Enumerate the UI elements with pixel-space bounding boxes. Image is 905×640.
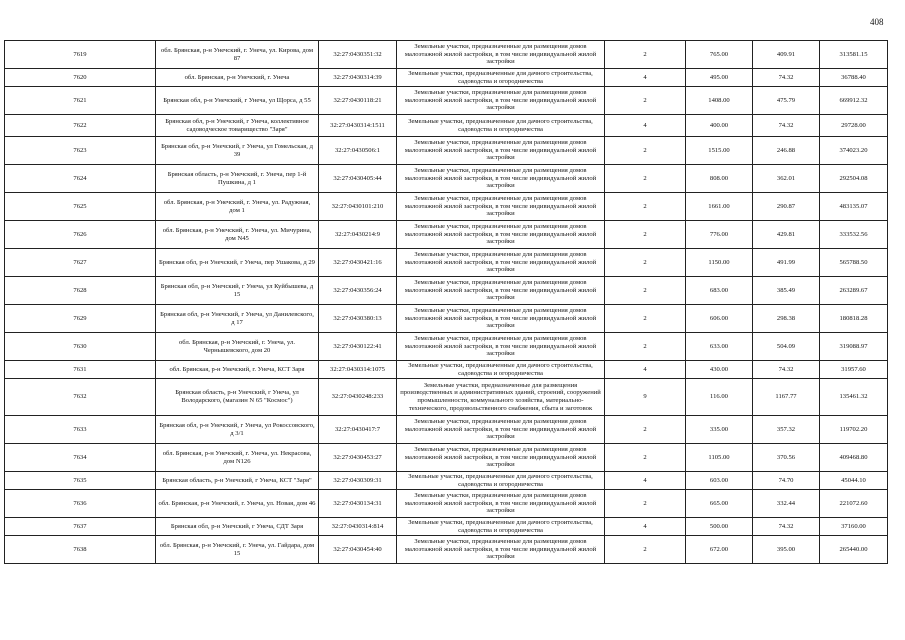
area-cell: 672.00 — [686, 536, 753, 564]
land-category-cell: Земельные участки, предназначенные для размещения домов малоэтажной жилой застройки, в том числе индивидуальной жилой застройки — [397, 277, 605, 305]
cadastral-number-cell: 32:27:0430314:39 — [319, 69, 397, 87]
row-number: 7632 — [5, 379, 156, 416]
land-category-cell: Земельные участки, предназначенные для размещения домов малоэтажной жилой застройки, в том числе индивидуальной жилой застройки — [397, 137, 605, 165]
table-row — [5, 305, 888, 333]
row-number: 7635 — [5, 472, 156, 490]
group-code-cell: 2 — [605, 41, 686, 69]
specific-value-cell: 74.32 — [753, 115, 820, 137]
cadastral-value-cell: 265440.00 — [820, 536, 888, 564]
row-number: 7638 — [5, 536, 156, 564]
cadastral-number-cell: 32:27:0430214:9 — [319, 221, 397, 249]
table-row — [5, 361, 888, 379]
cadastral-number-cell: 32:27:0430248:233 — [319, 379, 397, 416]
area-cell: 1408.00 — [686, 87, 753, 115]
row-number: 7633 — [5, 416, 156, 444]
row-number: 7626 — [5, 221, 156, 249]
address-cell: обл. Брянская, р-н Унечский, г. Унеча — [156, 69, 319, 87]
area-cell: 683.00 — [686, 277, 753, 305]
cadastral-number-cell: 32:27:0430356:24 — [319, 277, 397, 305]
address-cell: обл. Брянская, р-н Унечский, г. Унеча, ул. Новая, дом 46 — [156, 490, 319, 518]
group-code-cell: 4 — [605, 518, 686, 536]
land-category-cell: Земельные участки, предназначенные для размещения домов малоэтажной жилой застройки, в том числе индивидуальной жилой застройки — [397, 165, 605, 193]
specific-value-cell: 290.87 — [753, 193, 820, 221]
cadastral-number-cell: 32:27:0430380:13 — [319, 305, 397, 333]
group-code-cell: 2 — [605, 416, 686, 444]
address-cell: Брянская область, р-н Унечский, г Унеча, ул Володарского, (магазин N 65 "Космос") — [156, 379, 319, 416]
land-category-cell: Земельные участки, предназначенные для дачного строительства, садоводства и огородничества — [397, 472, 605, 490]
specific-value-cell: 74.32 — [753, 361, 820, 379]
area-cell: 1150.00 — [686, 249, 753, 277]
row-number: 7634 — [5, 444, 156, 472]
cadastral-number-cell: 32:27:0430405:44 — [319, 165, 397, 193]
area-cell: 495.00 — [686, 69, 753, 87]
row-number: 7620 — [5, 69, 156, 87]
cadastral-value-cell: 669912.32 — [820, 87, 888, 115]
table-row — [5, 536, 888, 564]
address-cell: Брянская обл, р-н Унечский, г Унеча, ул Гомельская, д 39 — [156, 137, 319, 165]
area-cell: 1105.00 — [686, 444, 753, 472]
cadastral-value-cell: 483135.07 — [820, 193, 888, 221]
cadastral-value-cell: 37160.00 — [820, 518, 888, 536]
land-category-cell: Земельные участки, предназначенные для дачного строительства, садоводства и огородничества — [397, 69, 605, 87]
address-cell: Брянская обл, р-н Унечский, г Унеча, коллективное садоводческое товарищество "Заря" — [156, 115, 319, 137]
table-row — [5, 41, 888, 69]
group-code-cell: 2 — [605, 249, 686, 277]
group-code-cell: 2 — [605, 490, 686, 518]
table-row — [5, 221, 888, 249]
group-code-cell: 2 — [605, 165, 686, 193]
land-category-cell: Земельные участки, предназначенные для размещения домов малоэтажной жилой застройки, в том числе индивидуальной жилой застройки — [397, 221, 605, 249]
row-number: 7625 — [5, 193, 156, 221]
group-code-cell: 4 — [605, 115, 686, 137]
land-category-cell: Земельные участки, предназначенные для размещения домов малоэтажной жилой застройки, в том числе индивидуальной жилой застройки — [397, 490, 605, 518]
cadastral-value-cell: 319088.97 — [820, 333, 888, 361]
table-row — [5, 69, 888, 87]
table-row — [5, 165, 888, 193]
table-row — [5, 193, 888, 221]
address-cell: Брянская область, р-н Унечский, г Унеча, КСТ "Заря" — [156, 472, 319, 490]
table-row — [5, 277, 888, 305]
area-cell: 400.00 — [686, 115, 753, 137]
specific-value-cell: 74.32 — [753, 518, 820, 536]
group-code-cell: 2 — [605, 87, 686, 115]
address-cell: Брянская обл, р-н Унечский, г Унеча, СДТ Заря — [156, 518, 319, 536]
land-category-cell: Земельные участки, предназначенные для размещения домов малоэтажной жилой застройки, в том числе индивидуальной жилой застройки — [397, 193, 605, 221]
specific-value-cell: 74.32 — [753, 69, 820, 87]
area-cell: 808.00 — [686, 165, 753, 193]
specific-value-cell: 409.91 — [753, 41, 820, 69]
area-cell: 606.00 — [686, 305, 753, 333]
cadastral-value-cell: 374023.20 — [820, 137, 888, 165]
cadastral-number-cell: 32:27:0430453:27 — [319, 444, 397, 472]
area-cell: 633.00 — [686, 333, 753, 361]
group-code-cell: 2 — [605, 536, 686, 564]
address-cell: обл. Брянская, р-н Унечский, г. Унеча, ул. Мичурина, дом N45 — [156, 221, 319, 249]
table-row — [5, 137, 888, 165]
land-category-cell: Земельные участки, предназначенные для размещения домов малоэтажной жилой застройки, в том числе индивидуальной жилой застройки — [397, 416, 605, 444]
cadastral-number-cell: 32:27:0430101:210 — [319, 193, 397, 221]
land-category-cell: Земельные участки, предназначенные для размещения домов малоэтажной жилой застройки, в том числе индивидуальной жилой застройки — [397, 87, 605, 115]
specific-value-cell: 385.49 — [753, 277, 820, 305]
area-cell: 116.00 — [686, 379, 753, 416]
address-cell: Брянская область, р-н Унечский, г. Унеча, пер 1-й Пушкина, д 1 — [156, 165, 319, 193]
cadastral-number-cell: 32:27:0430309:31 — [319, 472, 397, 490]
group-code-cell: 2 — [605, 333, 686, 361]
specific-value-cell: 298.38 — [753, 305, 820, 333]
row-number: 7624 — [5, 165, 156, 193]
address-cell: Брянская обл, р-н Унечский, г Унеча, ул Рокоссовского, д 3/1 — [156, 416, 319, 444]
land-category-cell: Земельные участки, предназначенные для размещения производственных и административных зданий, строений, сооружений промышленности, коммунального хозяйства, материально-технического, продовольственного снабжения, сбыта и заготовок — [397, 379, 605, 416]
area-cell: 500.00 — [686, 518, 753, 536]
group-code-cell: 9 — [605, 379, 686, 416]
table-row — [5, 379, 888, 416]
area-cell: 765.00 — [686, 41, 753, 69]
specific-value-cell: 370.56 — [753, 444, 820, 472]
cadastral-number-cell: 32:27:0430134:31 — [319, 490, 397, 518]
area-cell: 430.00 — [686, 361, 753, 379]
group-code-cell: 4 — [605, 361, 686, 379]
row-number: 7627 — [5, 249, 156, 277]
address-cell: обл. Брянская, р-н Унечский, г. Унеча, ул. Чернышевского, дом 20 — [156, 333, 319, 361]
row-number: 7622 — [5, 115, 156, 137]
table-row — [5, 87, 888, 115]
specific-value-cell: 74.70 — [753, 472, 820, 490]
page-number: 408 — [870, 17, 884, 27]
address-cell: обл. Брянская, р-н Унечский, г. Унеча, ул. Некрасова, дом N126 — [156, 444, 319, 472]
group-code-cell: 2 — [605, 137, 686, 165]
address-cell: обл. Брянская, р-н Унечский, г. Унеча, КСТ Заря — [156, 361, 319, 379]
row-number: 7631 — [5, 361, 156, 379]
specific-value-cell: 246.88 — [753, 137, 820, 165]
specific-value-cell: 332.44 — [753, 490, 820, 518]
cadastral-value-cell: 36788.40 — [820, 69, 888, 87]
table-row — [5, 416, 888, 444]
cadastral-number-cell: 32:27:0430417:7 — [319, 416, 397, 444]
specific-value-cell: 395.00 — [753, 536, 820, 564]
address-cell: Брянская обл, р-н Унечский, г Унеча, ул Данилевского, д 17 — [156, 305, 319, 333]
specific-value-cell: 504.09 — [753, 333, 820, 361]
land-category-cell: Земельные участки, предназначенные для размещения домов малоэтажной жилой застройки, в том числе индивидуальной жилой застройки — [397, 536, 605, 564]
land-category-cell: Земельные участки, предназначенные для размещения домов малоэтажной жилой застройки, в том числе индивидуальной жилой застройки — [397, 305, 605, 333]
cadastral-value-cell: 263289.67 — [820, 277, 888, 305]
group-code-cell: 2 — [605, 277, 686, 305]
table-row — [5, 472, 888, 490]
specific-value-cell: 357.32 — [753, 416, 820, 444]
cadastral-number-cell: 32:27:0430314:1511 — [319, 115, 397, 137]
address-cell: обл. Брянская, р-н Унечский, г. Унеча, ул. Гайдара, дом 15 — [156, 536, 319, 564]
land-category-cell: Земельные участки, предназначенные для размещения домов малоэтажной жилой застройки, в том числе индивидуальной жилой застройки — [397, 249, 605, 277]
group-code-cell: 2 — [605, 193, 686, 221]
address-cell: Брянская обл, р-н Унечский, г Унеча, ул Щорса, д 55 — [156, 87, 319, 115]
land-category-cell: Земельные участки, предназначенные для размещения домов малоэтажной жилой застройки, в том числе индивидуальной жилой застройки — [397, 41, 605, 69]
cadastral-value-cell: 333532.56 — [820, 221, 888, 249]
cadastral-number-cell: 32:27:0430421:16 — [319, 249, 397, 277]
specific-value-cell: 491.99 — [753, 249, 820, 277]
table-row — [5, 115, 888, 137]
specific-value-cell: 429.81 — [753, 221, 820, 249]
cadastral-value-cell: 180818.28 — [820, 305, 888, 333]
cadastral-number-cell: 32:27:0430122:41 — [319, 333, 397, 361]
area-cell: 776.00 — [686, 221, 753, 249]
group-code-cell: 2 — [605, 444, 686, 472]
cadastral-number-cell: 32:27:0430506:1 — [319, 137, 397, 165]
row-number: 7637 — [5, 518, 156, 536]
cadastral-value-cell: 221072.60 — [820, 490, 888, 518]
table-row — [5, 444, 888, 472]
address-cell: Брянская обл, р-н Унечский, г Унеча, ул Куйбышева, д 15 — [156, 277, 319, 305]
land-category-cell: Земельные участки, предназначенные для размещения домов малоэтажной жилой застройки, в том числе индивидуальной жилой застройки — [397, 444, 605, 472]
cadastral-number-cell: 32:27:0430454:40 — [319, 536, 397, 564]
group-code-cell: 4 — [605, 472, 686, 490]
cadastral-value-cell: 565788.50 — [820, 249, 888, 277]
table-row — [5, 333, 888, 361]
row-number: 7630 — [5, 333, 156, 361]
cadastral-value-cell: 119702.20 — [820, 416, 888, 444]
row-number: 7621 — [5, 87, 156, 115]
address-cell: Брянская обл, р-н Унечский, г Унеча, пер Ушакова, д 29 — [156, 249, 319, 277]
address-cell: обл. Брянская, р-н Унечский, г. Унеча, ул. Кирова, дом 87 — [156, 41, 319, 69]
cadastral-number-cell: 32:27:0430351:32 — [319, 41, 397, 69]
group-code-cell: 2 — [605, 305, 686, 333]
area-cell: 335.00 — [686, 416, 753, 444]
cadastral-number-cell: 32:27:0430118:21 — [319, 87, 397, 115]
cadastral-number-cell: 32:27:0430314:1075 — [319, 361, 397, 379]
cadastral-value-cell: 292504.08 — [820, 165, 888, 193]
cadastral-value-cell: 313581.15 — [820, 41, 888, 69]
area-cell: 665.00 — [686, 490, 753, 518]
specific-value-cell: 1167.77 — [753, 379, 820, 416]
cadastral-value-cell: 45044.10 — [820, 472, 888, 490]
cadastral-value-cell: 31957.60 — [820, 361, 888, 379]
cadastral-value-cell: 135461.32 — [820, 379, 888, 416]
row-number: 7619 — [5, 41, 156, 69]
table-row — [5, 490, 888, 518]
land-registry-table — [4, 40, 888, 564]
specific-value-cell: 362.01 — [753, 165, 820, 193]
land-category-cell: Земельные участки, предназначенные для размещения домов малоэтажной жилой застройки, в том числе индивидуальной жилой застройки — [397, 333, 605, 361]
table-body — [5, 41, 888, 564]
table-row — [5, 518, 888, 536]
cadastral-value-cell: 409468.80 — [820, 444, 888, 472]
row-number: 7628 — [5, 277, 156, 305]
specific-value-cell: 475.79 — [753, 87, 820, 115]
table-row — [5, 249, 888, 277]
row-number: 7623 — [5, 137, 156, 165]
address-cell: обл. Брянская, р-н Унечский, г. Унеча, ул. Радужная, дом 1 — [156, 193, 319, 221]
area-cell: 1661.00 — [686, 193, 753, 221]
land-category-cell: Земельные участки, предназначенные для дачного строительства, садоводства и огородничества — [397, 361, 605, 379]
group-code-cell: 4 — [605, 69, 686, 87]
land-category-cell: Земельные участки, предназначенные для дачного строительства, садоводства и огородничества — [397, 518, 605, 536]
row-number: 7629 — [5, 305, 156, 333]
land-category-cell: Земельные участки, предназначенные для дачного строительства, садоводства и огородничества — [397, 115, 605, 137]
area-cell: 1515.00 — [686, 137, 753, 165]
cadastral-value-cell: 29728.00 — [820, 115, 888, 137]
area-cell: 603.00 — [686, 472, 753, 490]
cadastral-number-cell: 32:27:0430314:814 — [319, 518, 397, 536]
group-code-cell: 2 — [605, 221, 686, 249]
row-number: 7636 — [5, 490, 156, 518]
